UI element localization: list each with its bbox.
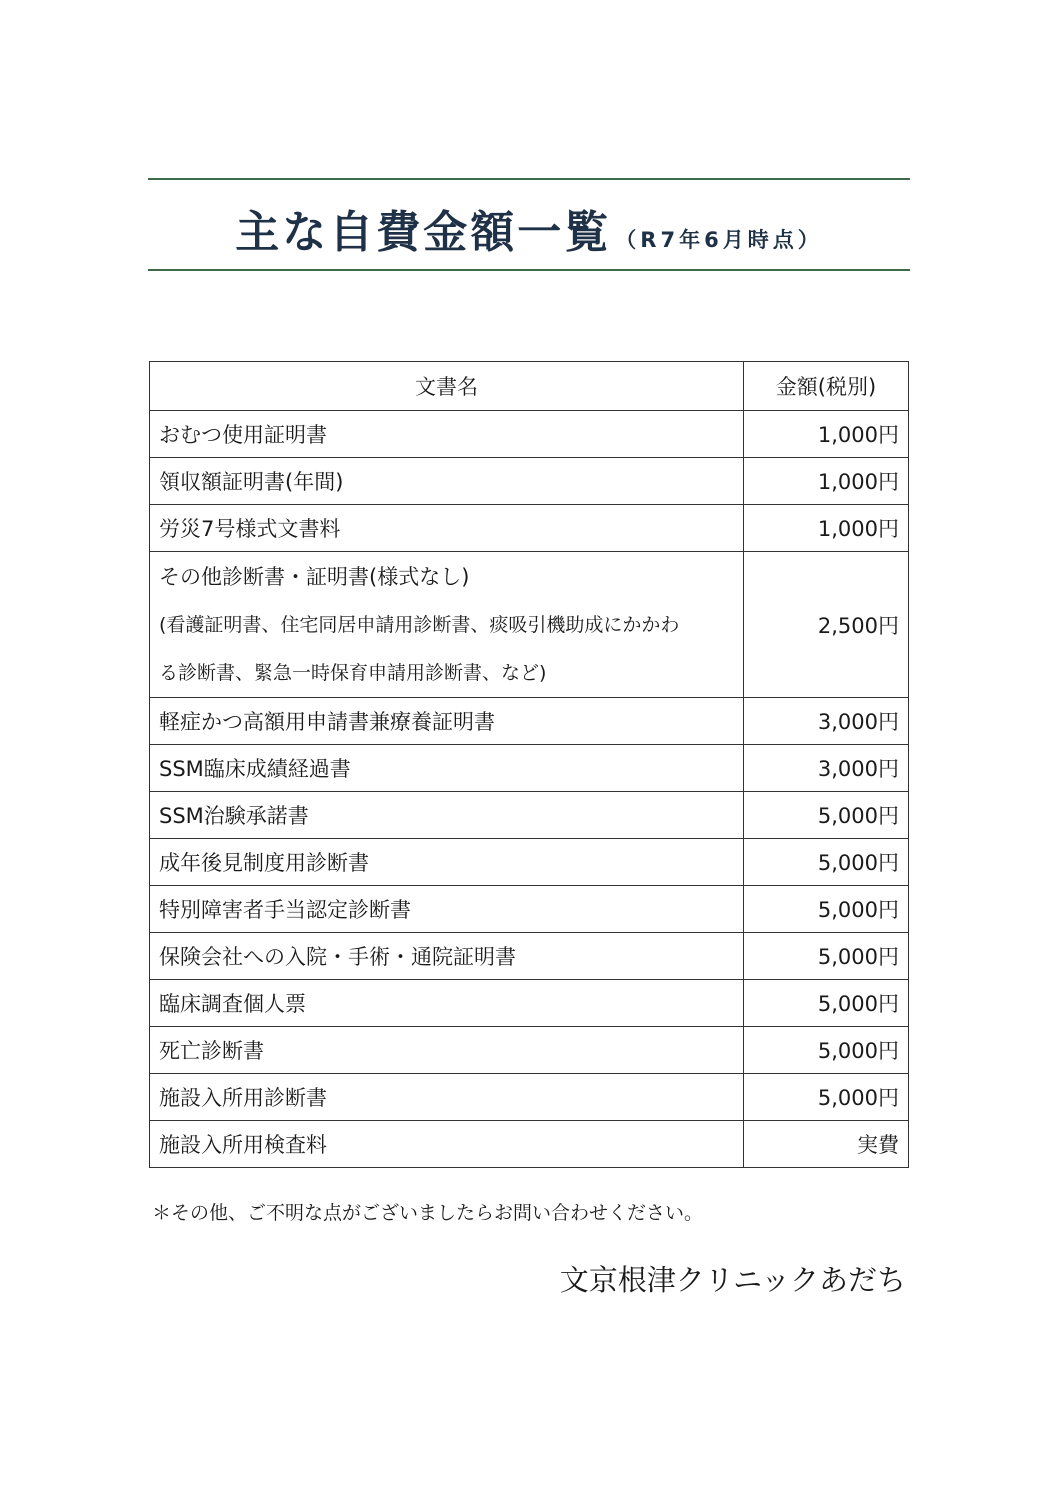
document-detail-line: る診断書、緊急一時保育申請用診断書、など) bbox=[159, 661, 547, 684]
title-top-rule bbox=[148, 178, 910, 180]
document-price: 2,500円 bbox=[744, 552, 909, 698]
table-row bbox=[150, 411, 909, 458]
document-price: 実費 bbox=[744, 1121, 909, 1168]
table-row bbox=[150, 1121, 909, 1168]
footnote: ＊その他、ご不明な点がございましたらお問い合わせください。 bbox=[152, 1202, 704, 1224]
title-main: 主な自費金額一覧 bbox=[235, 207, 612, 258]
document-price: 5,000円 bbox=[744, 1074, 909, 1121]
table-row bbox=[150, 698, 909, 745]
document-name: 施設入所用診断書 bbox=[150, 1074, 744, 1121]
document-price: 5,000円 bbox=[744, 839, 909, 886]
document-price: 5,000円 bbox=[744, 1027, 909, 1074]
table-row bbox=[150, 839, 909, 886]
table-row bbox=[150, 933, 909, 980]
document-price: 5,000円 bbox=[744, 980, 909, 1027]
table-row bbox=[150, 792, 909, 839]
document-name: 特別障害者手当認定診断書 bbox=[150, 886, 744, 933]
document-name: おむつ使用証明書 bbox=[150, 411, 744, 458]
document-name: 軽症かつ高額用申請書兼療養証明書 bbox=[150, 698, 744, 745]
fee-table bbox=[149, 361, 909, 1168]
document-name-multiline bbox=[150, 552, 744, 698]
document-name: 施設入所用検査料 bbox=[150, 1121, 744, 1168]
document-price: 5,000円 bbox=[744, 792, 909, 839]
table-row bbox=[150, 745, 909, 792]
table-row bbox=[150, 552, 909, 698]
header-price: 金額(税別) bbox=[744, 362, 909, 411]
document-price: 1,000円 bbox=[744, 505, 909, 552]
document-name: 労災7号様式文書料 bbox=[150, 505, 744, 552]
document-price: 3,000円 bbox=[744, 698, 909, 745]
title-bottom-rule bbox=[148, 269, 910, 271]
document-name: その他診断書・証明書(様式なし) bbox=[159, 564, 470, 589]
table-row bbox=[150, 1074, 909, 1121]
table-row bbox=[150, 505, 909, 552]
document-name: 成年後見制度用診断書 bbox=[150, 839, 744, 886]
document-name: 領収額証明書(年間) bbox=[150, 458, 744, 505]
title-date-note: （R7年6月時点） bbox=[615, 228, 823, 252]
clinic-name: 文京根津クリニックあだち bbox=[559, 1263, 906, 1297]
table-row bbox=[150, 1027, 909, 1074]
document-price: 1,000円 bbox=[744, 458, 909, 505]
document-price: 5,000円 bbox=[744, 933, 909, 980]
table-row bbox=[150, 458, 909, 505]
table-row bbox=[150, 886, 909, 933]
table-header-row bbox=[150, 362, 909, 411]
document-price: 5,000円 bbox=[744, 886, 909, 933]
table-row bbox=[150, 980, 909, 1027]
document-name: SSM治験承諾書 bbox=[150, 792, 744, 839]
document-name: 死亡診断書 bbox=[150, 1027, 744, 1074]
document-name: 臨床調査個人票 bbox=[150, 980, 744, 1027]
header-document-name: 文書名 bbox=[150, 362, 744, 411]
document-price: 1,000円 bbox=[744, 411, 909, 458]
document-name: SSM臨床成績経過書 bbox=[150, 745, 744, 792]
document-name: 保険会社への入院・手術・通院証明書 bbox=[150, 933, 744, 980]
document-detail-line: (看護証明書、住宅同居申請用診断書、痰吸引機助成にかかわ bbox=[159, 613, 680, 636]
document-price: 3,000円 bbox=[744, 745, 909, 792]
page-title bbox=[148, 196, 910, 260]
